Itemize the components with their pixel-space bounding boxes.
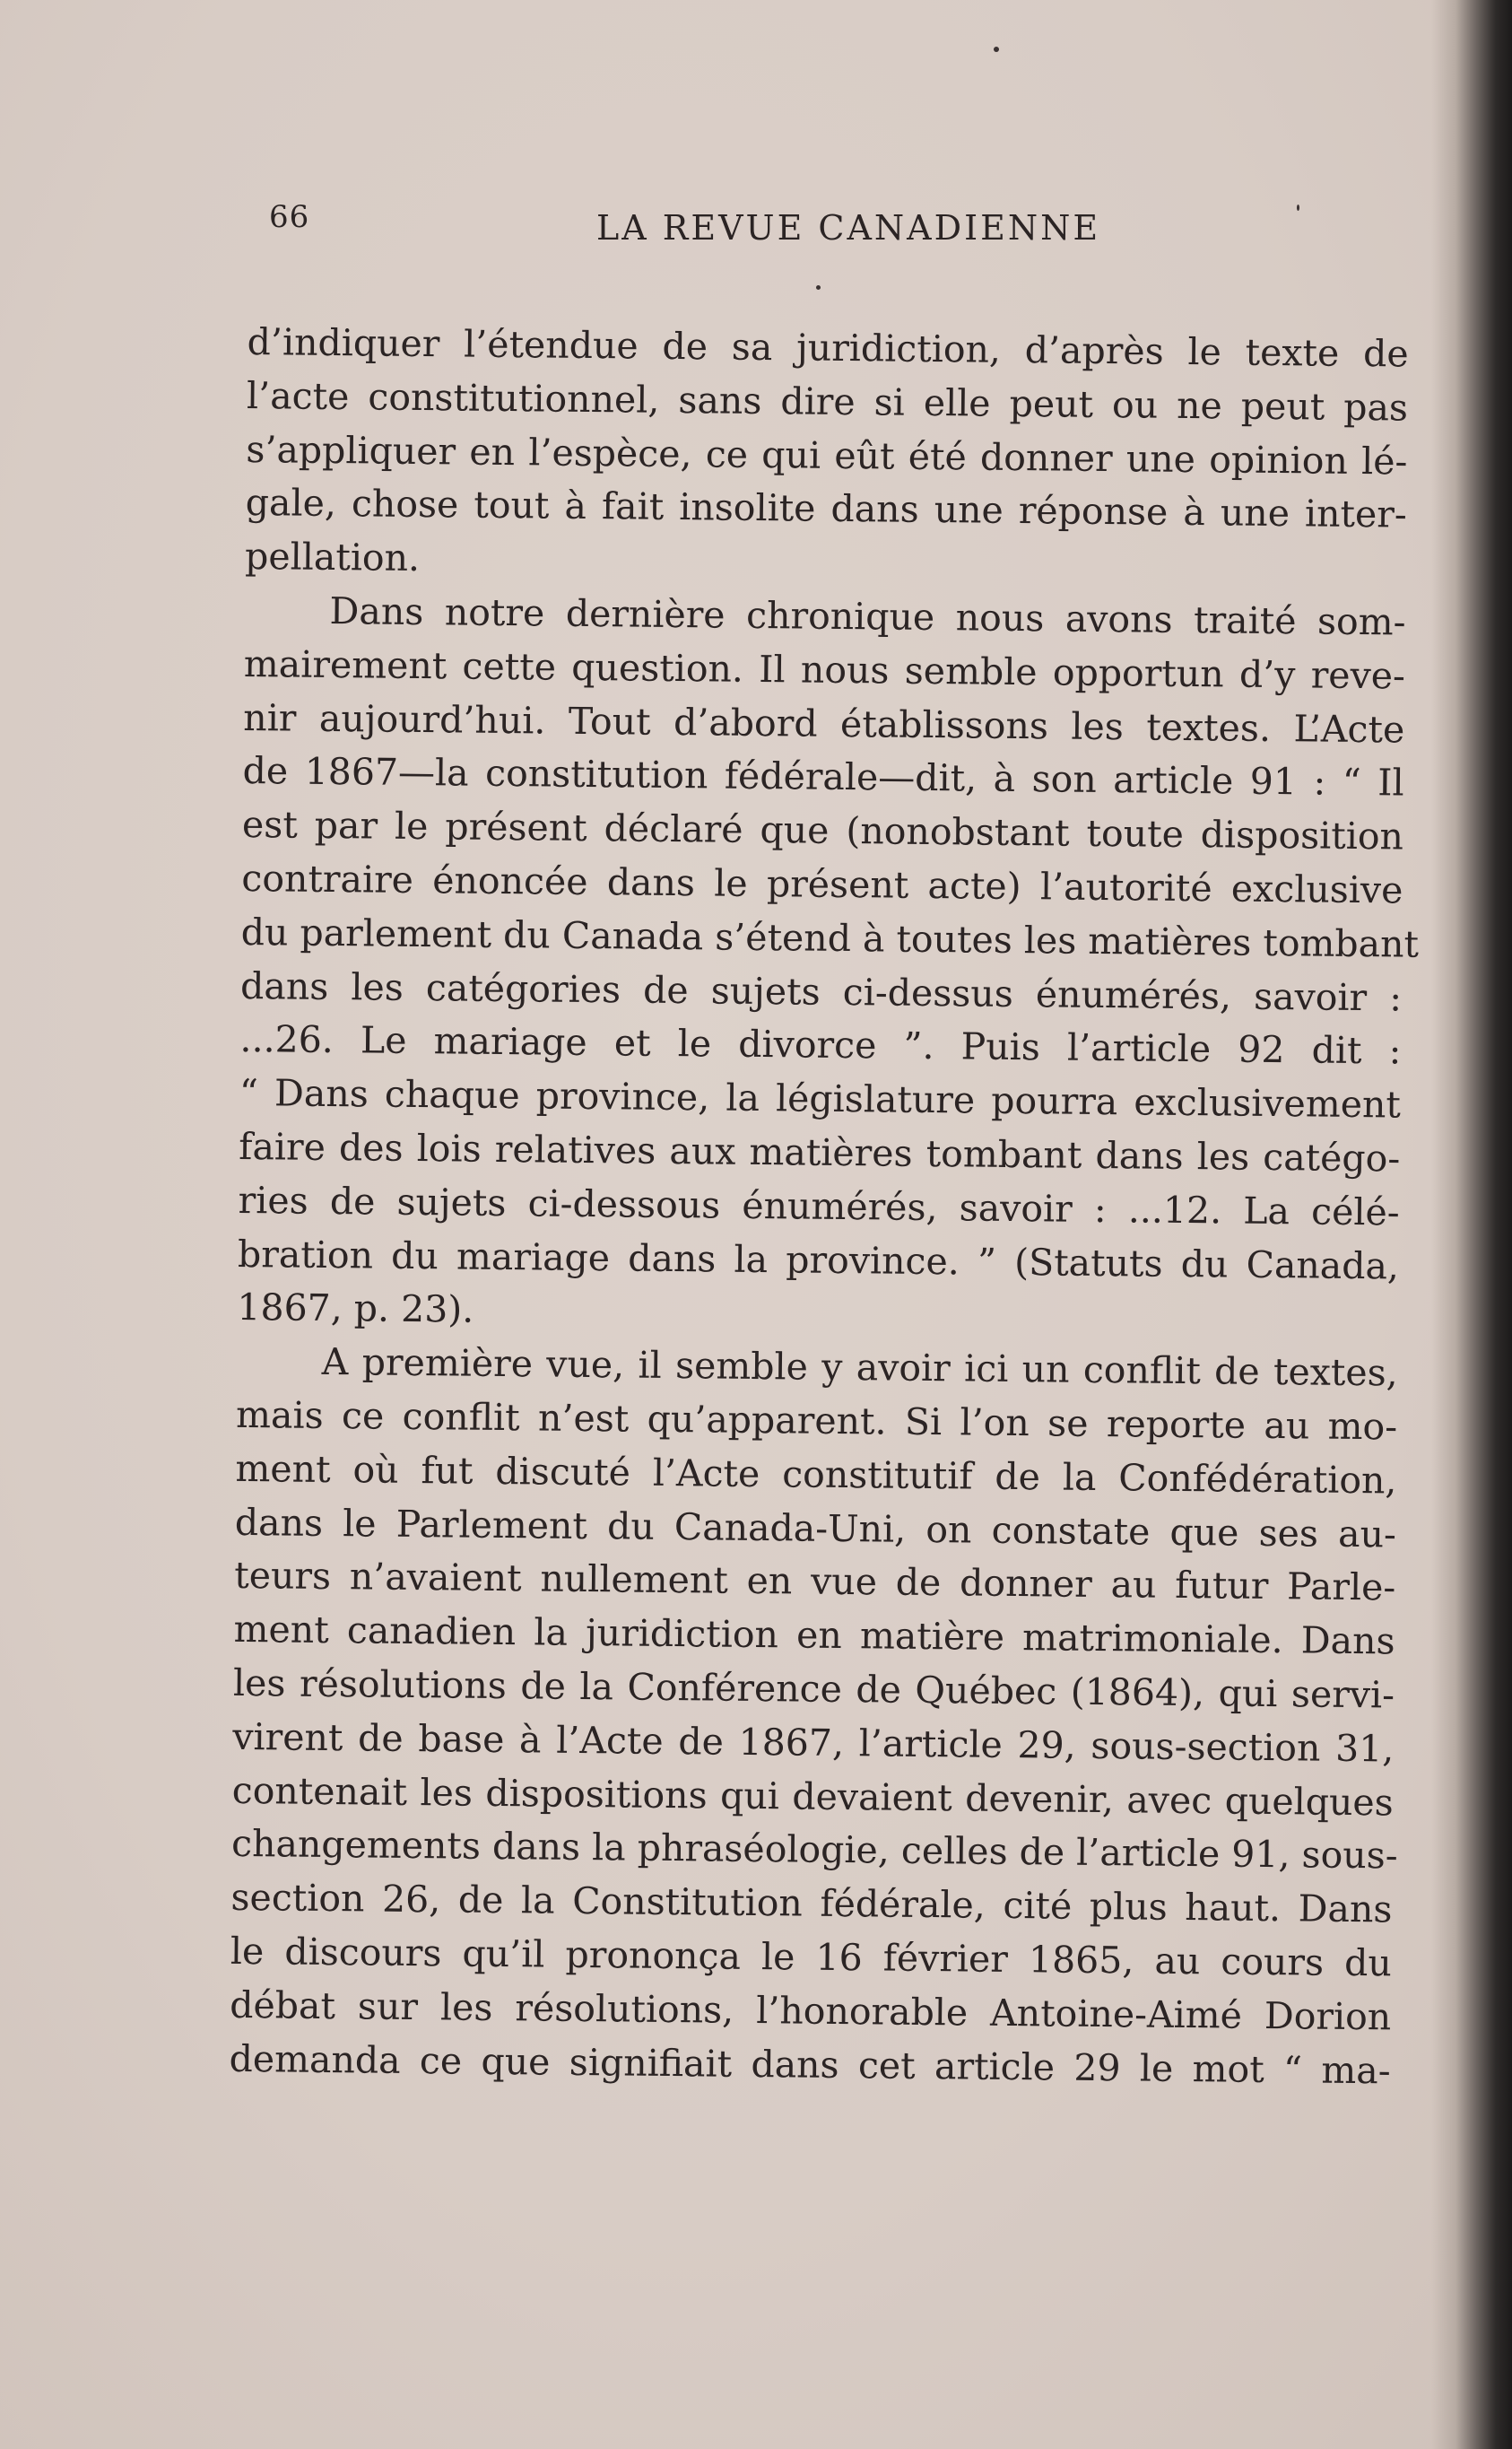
text-line: virent de base à l’Acte de 1867, l’article 29, sous-section 31,	[232, 1714, 1395, 1771]
paragraph-3	[229, 1335, 1398, 2098]
text-line: débat sur les résolutions, l’honorable Antoine-Aimé Dorion	[230, 1983, 1392, 2039]
running-head: LA REVUE CANADIENNE	[596, 208, 1101, 248]
ink-speck	[816, 285, 821, 290]
text-line: pellation.	[244, 535, 421, 580]
ink-speck	[1297, 205, 1299, 211]
text-line: Dans notre dernière chronique nous avons traité som-	[329, 588, 1406, 644]
text-line: est par le présent déclaré que (nonobstant toute disposition	[241, 803, 1404, 858]
ink-speck	[994, 47, 999, 52]
text-line: les résolutions de la Conférence de Québec (1864), qui servi-	[232, 1660, 1395, 1717]
book-gutter-shadow	[1431, 0, 1512, 2449]
text-line: dans le Parlement du Canada-Uni, on constate que ses au-	[234, 1500, 1397, 1556]
text-line: mais ce conflit n’est qu’apparent. Si l’on se reporte au mo-	[235, 1392, 1398, 1449]
text-line: contraire énoncée dans le présent acte) l’autorité exclusive	[241, 856, 1403, 912]
page-number: 66	[269, 199, 310, 235]
text-line: nir aujourd’hui. Tout d’abord établissons les textes. L’Acte	[243, 695, 1405, 752]
text-line: l’acte constitutionnel, sans dire si elle peut ou ne peut pas	[246, 373, 1409, 430]
text-line: mairement cette question. Il nous semble opportun d’y reve-	[243, 641, 1406, 698]
text-line: le discours qu’il prononça le 16 février 1865, au cours du	[230, 1929, 1393, 1985]
text-line: de 1867—la constitution fédérale—dit, à son article 91 : “ Il	[242, 749, 1404, 805]
text-line: contenait les dispositions qui devaient devenir, avec quelques	[231, 1768, 1394, 1824]
text-line: faire des lois relatives aux matières tombant dans les catégo-	[239, 1124, 1401, 1181]
text-line: du parlement du Canada s’étend à toutes les matières tombant	[240, 910, 1420, 966]
text-line: d’indiquer l’étendue de sa juridiction, d’après le texte de	[247, 319, 1409, 376]
text-line: A première vue, il semble y avoir ici un conflit de textes,	[321, 1340, 1398, 1395]
text-line: “ Dans chaque province, la législature pourra exclusivement	[239, 1071, 1402, 1127]
text-line: ment canadien la juridiction en matière matrimoniale. Dans	[233, 1608, 1395, 1663]
text-line: s’appliquer en l’espèce, ce qui eût été donner une opinion lé-	[246, 427, 1408, 484]
body-text	[229, 316, 1420, 2098]
paragraph-2	[237, 584, 1420, 1347]
text-line: ...26. Le mariage et le divorce ”. Puis l’article 92 dit :	[239, 1017, 1402, 1073]
text-line: dans les catégories de sujets ci-dessus énumérés, savoir :	[239, 963, 1403, 1020]
text-line: demanda ce que signifiait dans cet article 29 le mot “ ma-	[229, 2036, 1391, 2092]
text-line: bration du mariage dans la province. ” (Statuts du Canada,	[237, 1232, 1400, 1288]
text-line: teurs n’avaient nullement en vue de donner au futur Parle-	[234, 1554, 1396, 1609]
text-line: ment où fut discuté l’Acte constitutif de la Confédération,	[235, 1446, 1397, 1503]
text-line: ries de sujets ci-dessous énumérés, savoir : ...12. La célé-	[238, 1178, 1400, 1234]
text-line: changements dans la phraséologie, celles de l’article 91, sous-	[230, 1822, 1398, 1878]
paragraph-1	[245, 316, 1409, 597]
text-line: 1867, p. 23).	[237, 1286, 474, 1332]
text-line: gale, chose tout à fait insolite dans une réponse à une inter-	[245, 481, 1407, 536]
text-line: section 26, de la Constitution fédérale, cité plus haut. Dans	[230, 1876, 1393, 1931]
